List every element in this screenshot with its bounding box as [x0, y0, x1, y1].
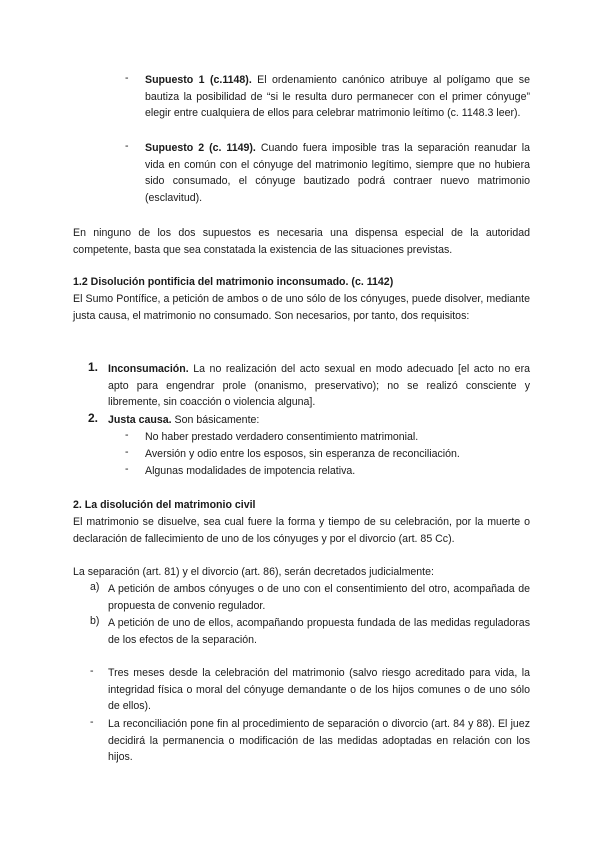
numbered-item: [88, 412, 530, 429]
list-marker: -: [125, 446, 129, 458]
lettered-marker: a): [90, 581, 100, 593]
numbered-item-text: [108, 412, 530, 429]
sub-list-item-text: No haber prestado verdadero consentimiento matrimonial.: [145, 431, 419, 443]
note-item: [90, 665, 530, 715]
numbered-item-title: Justa causa.: [108, 414, 172, 426]
lettered-marker: b): [90, 615, 100, 627]
list-marker: -: [125, 140, 129, 152]
list-marker: -: [125, 463, 129, 475]
list-item: [125, 140, 530, 206]
paragraph-section-2-intro: El matrimonio se disuelve, sea cual fuere la forma y tiempo de su celebración, por la muerte o declaración de fallecimiento de uno de los cónyuges y por el divorcio (art. 85 Cc).: [73, 516, 530, 545]
numbered-marker: 1.: [88, 360, 99, 374]
numbered-item-title: Inconsumación.: [108, 363, 189, 375]
note-item-text: La reconciliación pone fin al procedimiento de separación o divorcio (art. 84 y 88). El juez decidirá la permanencia o modificación de las medidas adoptadas en relación con los hijos.: [108, 718, 530, 763]
numbered-item: [88, 361, 530, 411]
sub-list-item: [125, 446, 530, 463]
list-marker: -: [90, 716, 94, 728]
paragraph-section-1-2-intro: El Sumo Pontífice, a petición de ambos o de uno sólo de los cónyuges, puede disolver, mediante justa causa, el matrimonio no consumado. Son necesarios, por tanto, dos requisitos:: [73, 293, 530, 322]
section-heading-1-2: 1.2 Disolución pontificia del matrimonio inconsumado. (c. 1142): [73, 276, 394, 288]
list-item-title: Supuesto 1 (c.1148).: [145, 74, 252, 86]
numbered-item-body: La no realización del acto sexual en modo adecuado [el acto no era apto para engendrar prole (onanismo, preservativo); no se realizó consciente y libremente, sin coacción o violencia alguna].: [108, 363, 530, 408]
sub-list-item: [125, 429, 530, 446]
lettered-item-text: A petición de ambos cónyuges o de uno con el consentimiento del otro, acompañada de propuesta de convenio regulador.: [108, 583, 530, 612]
list-marker: -: [125, 429, 129, 441]
list-item-title: Supuesto 2 (c. 1149).: [145, 142, 256, 154]
lettered-item: [90, 581, 530, 614]
paragraph-dispensa: En ninguno de los dos supuestos es necesaria una dispensa especial de la autoridad competente, basta que sea constatada la existencia de las situaciones previstas.: [73, 227, 530, 256]
section-heading-2: 2. La disolución del matrimonio civil: [73, 499, 256, 511]
lettered-item-text: A petición de uno de ellos, acompañando propuesta fundada de las medidas reguladoras de los efectos de la separación.: [108, 617, 530, 646]
numbered-marker: 2.: [88, 411, 99, 425]
sub-list-item-text: Aversión y odio entre los esposos, sin esperanza de reconciliación.: [145, 448, 460, 460]
list-item: [125, 72, 530, 122]
lettered-item: [90, 615, 530, 648]
list-marker: -: [90, 665, 94, 677]
sub-list-item-text: Algunas modalidades de impotencia relativa.: [145, 465, 356, 477]
numbered-item-text: [108, 361, 530, 411]
note-item-text: Tres meses desde la celebración del matrimonio (salvo riesgo acreditado para vida, la integridad física o moral del cónyuge demandante o de los hijos comunes o de uno sólo de ellos).: [108, 667, 530, 712]
numbered-item-body: Son básicamente:: [171, 414, 260, 426]
sub-list-item: [125, 463, 530, 480]
list-item-body: Cuando fuera imposible tras la separación reanudar la vida en común con el cónyuge del matrimonio legítimo, siempre que no hubiera sido consumado, el cónyuge bautizado podrá contraer nuevo matrimonio (esclavitud).: [145, 142, 530, 204]
list-item-text: [145, 140, 530, 206]
list-item-text: [145, 72, 530, 122]
note-item: [90, 716, 530, 766]
paragraph-separacion-intro: La separación (art. 81) y el divorcio (art. 86), serán decretados judicialmente:: [73, 566, 434, 578]
list-marker: -: [125, 72, 129, 84]
list-item-body: El ordenamiento canónico atribuye al polígamo que se bautiza la posibilidad de “si le resulta duro permanecer con el primer cónyuge” elegir entre cualquiera de ellos para celebrar matrimonio leítimo (c. 1148.3 leer).: [145, 74, 530, 119]
